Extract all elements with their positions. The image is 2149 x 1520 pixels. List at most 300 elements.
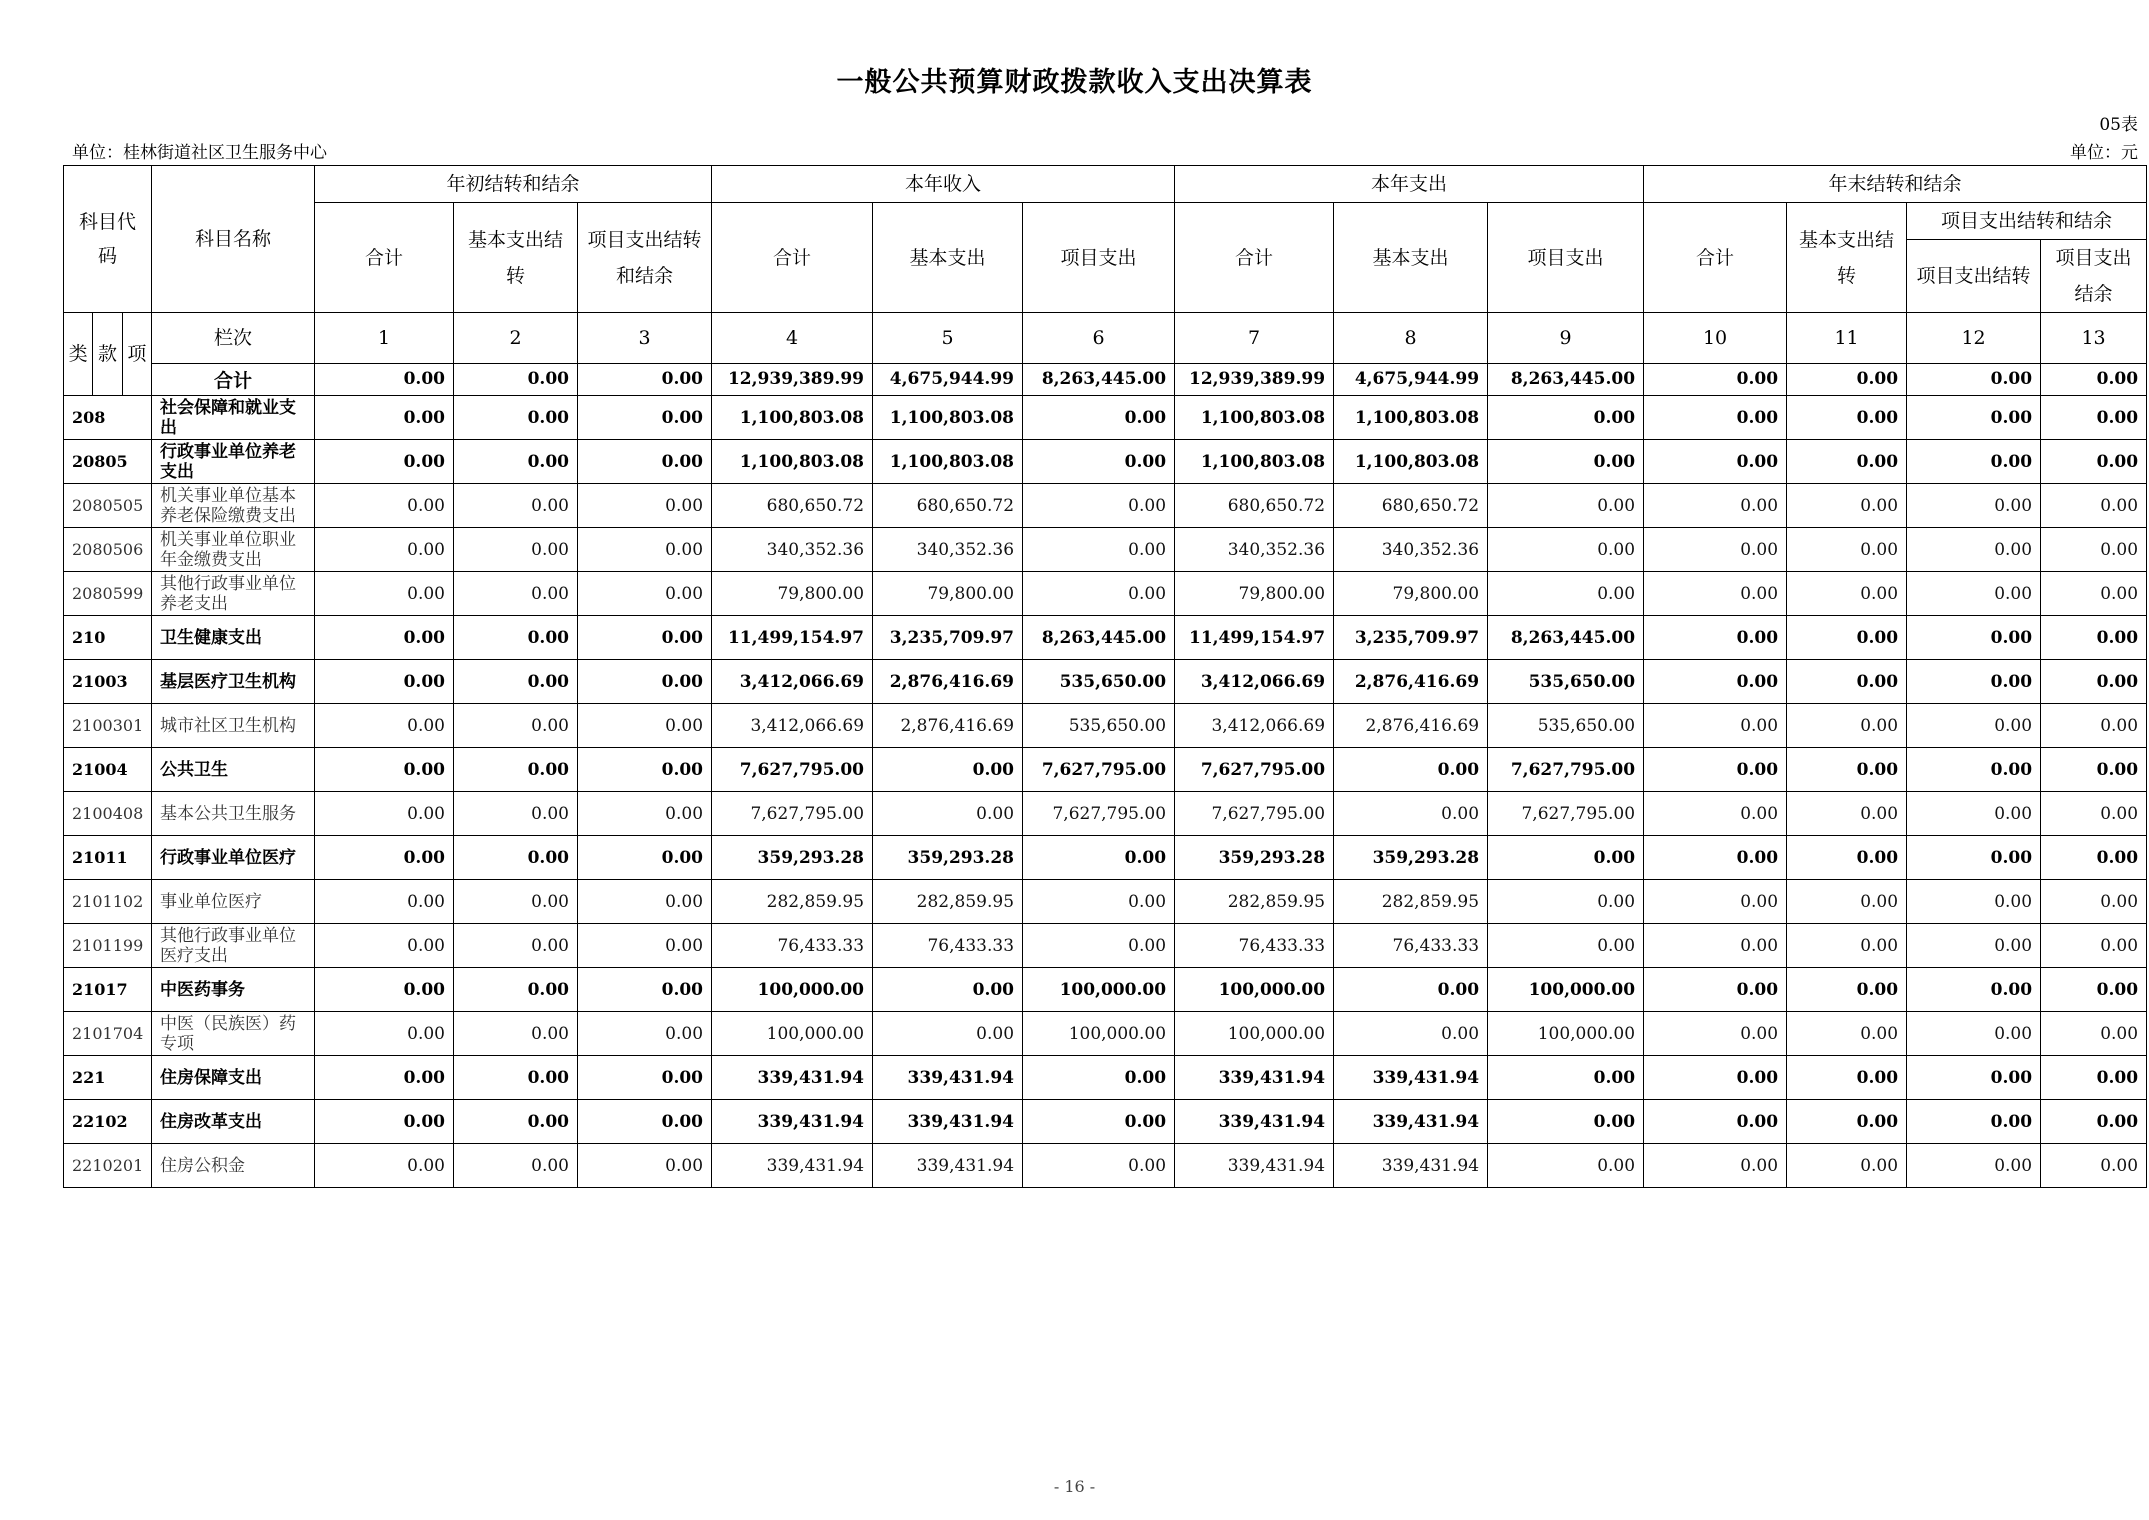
amount-cell: 0.00 bbox=[873, 968, 1023, 1012]
amount-cell: 680,650.72 bbox=[1334, 484, 1488, 528]
header-subject-name: 科目名称 bbox=[152, 166, 315, 313]
amount-cell: 100,000.00 bbox=[1175, 968, 1334, 1012]
amount-cell: 0.00 bbox=[2041, 748, 2147, 792]
col-num: 4 bbox=[712, 313, 873, 364]
amount-cell: 0.00 bbox=[1787, 1012, 1907, 1056]
amount-cell: 0.00 bbox=[1023, 924, 1175, 968]
amount-cell: 2,876,416.69 bbox=[1334, 660, 1488, 704]
amount-cell: 79,800.00 bbox=[873, 572, 1023, 616]
amount-cell: 0.00 bbox=[2041, 572, 2147, 616]
header-group-closing: 年末结转和结余 bbox=[1644, 166, 2147, 203]
amount-cell: 0.00 bbox=[454, 1056, 578, 1100]
table-row bbox=[64, 396, 2147, 440]
amount-cell: 0.00 bbox=[315, 616, 454, 660]
amount-cell: 0.00 bbox=[578, 704, 712, 748]
total-row-value: 0.00 bbox=[1644, 363, 1787, 395]
amount-cell: 0.00 bbox=[1488, 836, 1644, 880]
amount-cell: 76,433.33 bbox=[873, 924, 1023, 968]
amount-cell: 0.00 bbox=[454, 924, 578, 968]
amount-cell: 0.00 bbox=[1644, 1012, 1787, 1056]
subject-code: 2210201 bbox=[64, 1144, 152, 1188]
amount-cell: 0.00 bbox=[1907, 880, 2041, 924]
header-opening-basic-carry: 基本支出结转 bbox=[454, 203, 578, 313]
subject-code: 221 bbox=[64, 1056, 152, 1100]
amount-cell: 1,100,803.08 bbox=[873, 396, 1023, 440]
amount-cell: 339,431.94 bbox=[1334, 1056, 1488, 1100]
amount-cell: 0.00 bbox=[1787, 660, 1907, 704]
amount-cell: 282,859.95 bbox=[712, 880, 873, 924]
amount-cell: 0.00 bbox=[315, 396, 454, 440]
amount-cell: 282,859.95 bbox=[1334, 880, 1488, 924]
amount-cell: 0.00 bbox=[1907, 440, 2041, 484]
col-num: 8 bbox=[1334, 313, 1488, 364]
amount-cell: 0.00 bbox=[1787, 792, 1907, 836]
amount-cell: 0.00 bbox=[315, 836, 454, 880]
header-opening-project: 项目支出结转和结余 bbox=[578, 203, 712, 313]
total-row-value: 0.00 bbox=[1907, 363, 2041, 395]
amount-cell: 359,293.28 bbox=[1175, 836, 1334, 880]
amount-cell: 0.00 bbox=[578, 616, 712, 660]
amount-cell: 0.00 bbox=[2041, 880, 2147, 924]
amount-cell: 76,433.33 bbox=[1175, 924, 1334, 968]
header-group-income: 本年收入 bbox=[712, 166, 1175, 203]
subject-name: 其他行政事业单位养老支出 bbox=[152, 572, 315, 616]
amount-cell: 0.00 bbox=[578, 484, 712, 528]
header-income-total: 合计 bbox=[712, 203, 873, 313]
amount-cell: 79,800.00 bbox=[712, 572, 873, 616]
subject-code: 2100301 bbox=[64, 704, 152, 748]
amount-cell: 339,431.94 bbox=[712, 1144, 873, 1188]
amount-cell: 7,627,795.00 bbox=[712, 792, 873, 836]
table-row bbox=[64, 440, 2147, 484]
amount-cell: 0.00 bbox=[1488, 1144, 1644, 1188]
amount-cell: 0.00 bbox=[2041, 660, 2147, 704]
amount-cell: 339,431.94 bbox=[712, 1100, 873, 1144]
amount-cell: 1,100,803.08 bbox=[873, 440, 1023, 484]
amount-cell: 0.00 bbox=[454, 660, 578, 704]
table-row bbox=[64, 484, 2147, 528]
amount-cell: 0.00 bbox=[1907, 616, 2041, 660]
amount-cell: 0.00 bbox=[1644, 572, 1787, 616]
amount-cell: 0.00 bbox=[578, 836, 712, 880]
amount-cell: 1,100,803.08 bbox=[1334, 396, 1488, 440]
total-row-value: 12,939,389.99 bbox=[1175, 363, 1334, 395]
amount-cell: 0.00 bbox=[578, 968, 712, 1012]
header-lanci: 栏次 bbox=[152, 313, 315, 364]
table-body bbox=[64, 396, 2147, 1188]
amount-cell: 76,433.33 bbox=[712, 924, 873, 968]
amount-cell: 0.00 bbox=[1023, 1144, 1175, 1188]
amount-cell: 359,293.28 bbox=[712, 836, 873, 880]
subject-name: 中医（民族医）药专项 bbox=[152, 1012, 315, 1056]
table-row bbox=[64, 748, 2147, 792]
amount-cell: 2,876,416.69 bbox=[873, 704, 1023, 748]
amount-cell: 0.00 bbox=[1488, 440, 1644, 484]
subject-code: 21017 bbox=[64, 968, 152, 1012]
total-row-value: 8,263,445.00 bbox=[1023, 363, 1175, 395]
amount-cell: 7,627,795.00 bbox=[1488, 792, 1644, 836]
amount-cell: 0.00 bbox=[315, 748, 454, 792]
amount-cell: 0.00 bbox=[1907, 968, 2041, 1012]
subject-code: 22102 bbox=[64, 1100, 152, 1144]
subject-code: 208 bbox=[64, 396, 152, 440]
amount-cell: 100,000.00 bbox=[1175, 1012, 1334, 1056]
amount-cell: 359,293.28 bbox=[1334, 836, 1488, 880]
amount-cell: 76,433.33 bbox=[1334, 924, 1488, 968]
subject-name: 基本公共卫生服务 bbox=[152, 792, 315, 836]
amount-cell: 0.00 bbox=[454, 440, 578, 484]
amount-cell: 0.00 bbox=[1488, 396, 1644, 440]
table-row bbox=[64, 704, 2147, 748]
subject-name: 住房公积金 bbox=[152, 1144, 315, 1188]
amount-cell: 0.00 bbox=[1907, 924, 2041, 968]
amount-cell: 3,235,709.97 bbox=[1334, 616, 1488, 660]
header-lei: 类 bbox=[68, 343, 88, 365]
amount-cell: 0.00 bbox=[1644, 440, 1787, 484]
amount-cell: 0.00 bbox=[1787, 484, 1907, 528]
amount-cell: 0.00 bbox=[1644, 616, 1787, 660]
amount-cell: 0.00 bbox=[2041, 1056, 2147, 1100]
total-row-value: 0.00 bbox=[1787, 363, 1907, 395]
subject-code: 2080505 bbox=[64, 484, 152, 528]
amount-cell: 0.00 bbox=[454, 528, 578, 572]
subject-name: 公共卫生 bbox=[152, 748, 315, 792]
amount-cell: 2,876,416.69 bbox=[1334, 704, 1488, 748]
budget-table bbox=[63, 165, 2147, 1188]
amount-cell: 0.00 bbox=[315, 484, 454, 528]
amount-cell: 0.00 bbox=[578, 880, 712, 924]
amount-cell: 0.00 bbox=[1644, 1100, 1787, 1144]
amount-cell: 0.00 bbox=[454, 880, 578, 924]
amount-cell: 0.00 bbox=[1023, 1100, 1175, 1144]
amount-cell: 3,412,066.69 bbox=[712, 704, 873, 748]
amount-cell: 0.00 bbox=[1907, 1012, 2041, 1056]
amount-cell: 0.00 bbox=[315, 528, 454, 572]
amount-cell: 0.00 bbox=[454, 1144, 578, 1188]
amount-cell: 0.00 bbox=[2041, 704, 2147, 748]
amount-cell: 0.00 bbox=[1023, 880, 1175, 924]
amount-cell: 0.00 bbox=[1488, 924, 1644, 968]
amount-cell: 0.00 bbox=[1644, 792, 1787, 836]
amount-cell: 100,000.00 bbox=[1488, 968, 1644, 1012]
amount-cell: 0.00 bbox=[1023, 440, 1175, 484]
amount-cell: 0.00 bbox=[454, 748, 578, 792]
subject-name: 事业单位医疗 bbox=[152, 880, 315, 924]
amount-cell: 7,627,795.00 bbox=[1023, 792, 1175, 836]
amount-cell: 7,627,795.00 bbox=[1488, 748, 1644, 792]
table-row bbox=[64, 660, 2147, 704]
amount-cell: 0.00 bbox=[2041, 484, 2147, 528]
amount-cell: 1,100,803.08 bbox=[1175, 440, 1334, 484]
header-xiang: 项 bbox=[122, 313, 151, 395]
amount-cell: 0.00 bbox=[1644, 748, 1787, 792]
subject-code: 210 bbox=[64, 616, 152, 660]
table-number: 05表 bbox=[2099, 115, 2138, 135]
amount-cell: 1,100,803.08 bbox=[1334, 440, 1488, 484]
header-kuan: 款 bbox=[92, 313, 121, 395]
header-exp-project: 项目支出 bbox=[1488, 203, 1644, 313]
amount-cell: 535,650.00 bbox=[1488, 704, 1644, 748]
amount-cell: 0.00 bbox=[454, 572, 578, 616]
subject-code: 20805 bbox=[64, 440, 152, 484]
amount-cell: 100,000.00 bbox=[1023, 968, 1175, 1012]
subject-name: 卫生健康支出 bbox=[152, 616, 315, 660]
amount-cell: 0.00 bbox=[1644, 836, 1787, 880]
amount-cell: 0.00 bbox=[454, 1012, 578, 1056]
amount-cell: 339,431.94 bbox=[1334, 1100, 1488, 1144]
amount-cell: 680,650.72 bbox=[712, 484, 873, 528]
amount-cell: 11,499,154.97 bbox=[712, 616, 873, 660]
subject-name: 城市社区卫生机构 bbox=[152, 704, 315, 748]
header-closing-project: 项目支出结转和结余 bbox=[1907, 203, 2147, 240]
amount-cell: 0.00 bbox=[1644, 924, 1787, 968]
amount-cell: 0.00 bbox=[315, 704, 454, 748]
amount-cell: 339,431.94 bbox=[873, 1056, 1023, 1100]
amount-cell: 0.00 bbox=[315, 968, 454, 1012]
header-closing-project-carry: 项目支出结转 bbox=[1907, 240, 2041, 313]
amount-cell: 0.00 bbox=[1907, 748, 2041, 792]
subject-name: 行政事业单位医疗 bbox=[152, 836, 315, 880]
amount-cell: 0.00 bbox=[1907, 836, 2041, 880]
amount-cell: 0.00 bbox=[1787, 1100, 1907, 1144]
amount-cell: 0.00 bbox=[1023, 836, 1175, 880]
amount-cell: 535,650.00 bbox=[1023, 704, 1175, 748]
table-row bbox=[64, 616, 2147, 660]
table-row bbox=[64, 836, 2147, 880]
amount-cell: 0.00 bbox=[578, 440, 712, 484]
header-group-opening: 年初结转和结余 bbox=[315, 166, 712, 203]
col-num: 7 bbox=[1175, 313, 1334, 364]
amount-cell: 0.00 bbox=[1787, 968, 1907, 1012]
subject-code: 21004 bbox=[64, 748, 152, 792]
subject-code: 2100408 bbox=[64, 792, 152, 836]
amount-cell: 535,650.00 bbox=[1488, 660, 1644, 704]
amount-cell: 0.00 bbox=[1907, 792, 2041, 836]
amount-cell: 0.00 bbox=[315, 572, 454, 616]
col-num: 6 bbox=[1023, 313, 1175, 364]
amount-cell: 0.00 bbox=[1787, 924, 1907, 968]
amount-cell: 0.00 bbox=[315, 1056, 454, 1100]
amount-cell: 0.00 bbox=[578, 572, 712, 616]
amount-cell: 3,412,066.69 bbox=[1175, 660, 1334, 704]
amount-cell: 340,352.36 bbox=[873, 528, 1023, 572]
header-opening-total: 合计 bbox=[315, 203, 454, 313]
col-num: 10 bbox=[1644, 313, 1787, 364]
amount-cell: 3,235,709.97 bbox=[873, 616, 1023, 660]
amount-cell: 0.00 bbox=[1334, 1012, 1488, 1056]
col-num: 5 bbox=[873, 313, 1023, 364]
amount-cell: 0.00 bbox=[1488, 484, 1644, 528]
subject-code: 2080506 bbox=[64, 528, 152, 572]
amount-cell: 11,499,154.97 bbox=[1175, 616, 1334, 660]
amount-cell: 0.00 bbox=[578, 1100, 712, 1144]
amount-cell: 0.00 bbox=[1644, 880, 1787, 924]
header-subject-code: 科目代码 bbox=[64, 166, 152, 313]
subject-name: 社会保障和就业支出 bbox=[152, 396, 315, 440]
amount-cell: 0.00 bbox=[1644, 528, 1787, 572]
col-num: 12 bbox=[1907, 313, 2041, 364]
subject-name: 机关事业单位职业年金缴费支出 bbox=[152, 528, 315, 572]
amount-cell: 0.00 bbox=[454, 792, 578, 836]
amount-cell: 0.00 bbox=[1907, 484, 2041, 528]
subject-code: 2101102 bbox=[64, 880, 152, 924]
col-num: 9 bbox=[1488, 313, 1644, 364]
table-row bbox=[64, 1056, 2147, 1100]
subject-name: 住房保障支出 bbox=[152, 1056, 315, 1100]
unit-currency: 单位：元 bbox=[2070, 143, 2138, 163]
subject-code: 21011 bbox=[64, 836, 152, 880]
amount-cell: 0.00 bbox=[1644, 396, 1787, 440]
header-category-levels bbox=[64, 313, 152, 396]
total-row-value: 4,675,944.99 bbox=[1334, 363, 1488, 395]
amount-cell: 0.00 bbox=[1644, 660, 1787, 704]
amount-cell: 79,800.00 bbox=[1334, 572, 1488, 616]
amount-cell: 339,431.94 bbox=[1175, 1100, 1334, 1144]
amount-cell: 339,431.94 bbox=[1175, 1144, 1334, 1188]
amount-cell: 0.00 bbox=[1023, 1056, 1175, 1100]
amount-cell: 7,627,795.00 bbox=[1175, 792, 1334, 836]
header-exp-total: 合计 bbox=[1175, 203, 1334, 313]
amount-cell: 0.00 bbox=[315, 660, 454, 704]
amount-cell: 0.00 bbox=[578, 748, 712, 792]
amount-cell: 282,859.95 bbox=[873, 880, 1023, 924]
amount-cell: 340,352.36 bbox=[712, 528, 873, 572]
subject-name: 基层医疗卫生机构 bbox=[152, 660, 315, 704]
amount-cell: 7,627,795.00 bbox=[712, 748, 873, 792]
subject-code: 2101199 bbox=[64, 924, 152, 968]
amount-cell: 0.00 bbox=[1023, 528, 1175, 572]
amount-cell: 680,650.72 bbox=[873, 484, 1023, 528]
header-exp-basic: 基本支出 bbox=[1334, 203, 1488, 313]
amount-cell: 0.00 bbox=[578, 396, 712, 440]
amount-cell: 0.00 bbox=[1488, 528, 1644, 572]
amount-cell: 0.00 bbox=[1907, 1100, 2041, 1144]
amount-cell: 0.00 bbox=[454, 1100, 578, 1144]
header-closing-total: 合计 bbox=[1644, 203, 1787, 313]
amount-cell: 0.00 bbox=[2041, 836, 2147, 880]
amount-cell: 339,431.94 bbox=[712, 1056, 873, 1100]
amount-cell: 0.00 bbox=[1907, 396, 2041, 440]
amount-cell: 0.00 bbox=[315, 1144, 454, 1188]
amount-cell: 0.00 bbox=[2041, 1100, 2147, 1144]
amount-cell: 0.00 bbox=[1334, 968, 1488, 1012]
subject-name: 中医药事务 bbox=[152, 968, 315, 1012]
amount-cell: 339,431.94 bbox=[873, 1100, 1023, 1144]
col-num: 3 bbox=[578, 313, 712, 364]
amount-cell: 0.00 bbox=[315, 792, 454, 836]
amount-cell: 0.00 bbox=[315, 440, 454, 484]
amount-cell: 0.00 bbox=[1787, 616, 1907, 660]
amount-cell: 0.00 bbox=[454, 396, 578, 440]
amount-cell: 0.00 bbox=[1488, 572, 1644, 616]
table-row bbox=[64, 792, 2147, 836]
amount-cell: 0.00 bbox=[873, 792, 1023, 836]
table-row bbox=[64, 880, 2147, 924]
amount-cell: 0.00 bbox=[1907, 704, 2041, 748]
subject-name: 机关事业单位基本养老保险缴费支出 bbox=[152, 484, 315, 528]
header-closing-basic-carry: 基本支出结转 bbox=[1787, 203, 1907, 313]
header-closing-project-balance: 项目支出结余 bbox=[2041, 240, 2147, 313]
amount-cell: 0.00 bbox=[1023, 484, 1175, 528]
amount-cell: 0.00 bbox=[315, 924, 454, 968]
amount-cell: 0.00 bbox=[873, 748, 1023, 792]
amount-cell: 1,100,803.08 bbox=[712, 440, 873, 484]
table-row bbox=[64, 528, 2147, 572]
amount-cell: 339,431.94 bbox=[873, 1144, 1023, 1188]
table-row bbox=[64, 968, 2147, 1012]
total-row-label: 合计 bbox=[152, 363, 315, 395]
amount-cell: 100,000.00 bbox=[712, 968, 873, 1012]
amount-cell: 0.00 bbox=[1787, 396, 1907, 440]
amount-cell: 0.00 bbox=[1907, 572, 2041, 616]
amount-cell: 0.00 bbox=[1787, 836, 1907, 880]
amount-cell: 0.00 bbox=[315, 1012, 454, 1056]
amount-cell: 340,352.36 bbox=[1175, 528, 1334, 572]
amount-cell: 0.00 bbox=[1488, 1100, 1644, 1144]
subject-code: 2101704 bbox=[64, 1012, 152, 1056]
total-row-value: 0.00 bbox=[315, 363, 454, 395]
amount-cell: 0.00 bbox=[1787, 704, 1907, 748]
amount-cell: 680,650.72 bbox=[1175, 484, 1334, 528]
amount-cell: 0.00 bbox=[873, 1012, 1023, 1056]
amount-cell: 100,000.00 bbox=[712, 1012, 873, 1056]
amount-cell: 0.00 bbox=[1787, 440, 1907, 484]
amount-cell: 1,100,803.08 bbox=[1175, 396, 1334, 440]
amount-cell: 339,431.94 bbox=[1334, 1144, 1488, 1188]
col-num: 11 bbox=[1787, 313, 1907, 364]
amount-cell: 0.00 bbox=[1787, 880, 1907, 924]
total-row-value: 4,675,944.99 bbox=[873, 363, 1023, 395]
amount-cell: 0.00 bbox=[315, 880, 454, 924]
amount-cell: 3,412,066.69 bbox=[1175, 704, 1334, 748]
amount-cell: 0.00 bbox=[2041, 396, 2147, 440]
amount-cell: 0.00 bbox=[2041, 1012, 2147, 1056]
table-row bbox=[64, 1144, 2147, 1188]
amount-cell: 359,293.28 bbox=[873, 836, 1023, 880]
amount-cell: 0.00 bbox=[1907, 1144, 2041, 1188]
header-group-expenditure: 本年支出 bbox=[1175, 166, 1644, 203]
col-num: 2 bbox=[454, 313, 578, 364]
amount-cell: 100,000.00 bbox=[1488, 1012, 1644, 1056]
amount-cell: 0.00 bbox=[1023, 572, 1175, 616]
amount-cell: 0.00 bbox=[578, 1012, 712, 1056]
amount-cell: 0.00 bbox=[1907, 528, 2041, 572]
amount-cell: 282,859.95 bbox=[1175, 880, 1334, 924]
total-row-value: 12,939,389.99 bbox=[712, 363, 873, 395]
amount-cell: 0.00 bbox=[1488, 880, 1644, 924]
col-num: 13 bbox=[2041, 313, 2147, 364]
amount-cell: 0.00 bbox=[578, 1144, 712, 1188]
table-row bbox=[64, 572, 2147, 616]
amount-cell: 1,100,803.08 bbox=[712, 396, 873, 440]
amount-cell: 79,800.00 bbox=[1175, 572, 1334, 616]
amount-cell: 0.00 bbox=[578, 1056, 712, 1100]
total-row-value: 0.00 bbox=[2041, 363, 2147, 395]
total-row-value: 0.00 bbox=[454, 363, 578, 395]
amount-cell: 0.00 bbox=[1787, 748, 1907, 792]
amount-cell: 0.00 bbox=[1907, 1056, 2041, 1100]
amount-cell: 8,263,445.00 bbox=[1023, 616, 1175, 660]
amount-cell: 0.00 bbox=[578, 792, 712, 836]
amount-cell: 0.00 bbox=[2041, 528, 2147, 572]
subject-name: 其他行政事业单位医疗支出 bbox=[152, 924, 315, 968]
amount-cell: 0.00 bbox=[2041, 968, 2147, 1012]
amount-cell: 0.00 bbox=[315, 1100, 454, 1144]
header-income-project: 项目支出 bbox=[1023, 203, 1175, 313]
table-row bbox=[64, 1012, 2147, 1056]
amount-cell: 2,876,416.69 bbox=[873, 660, 1023, 704]
subject-name: 住房改革支出 bbox=[152, 1100, 315, 1144]
